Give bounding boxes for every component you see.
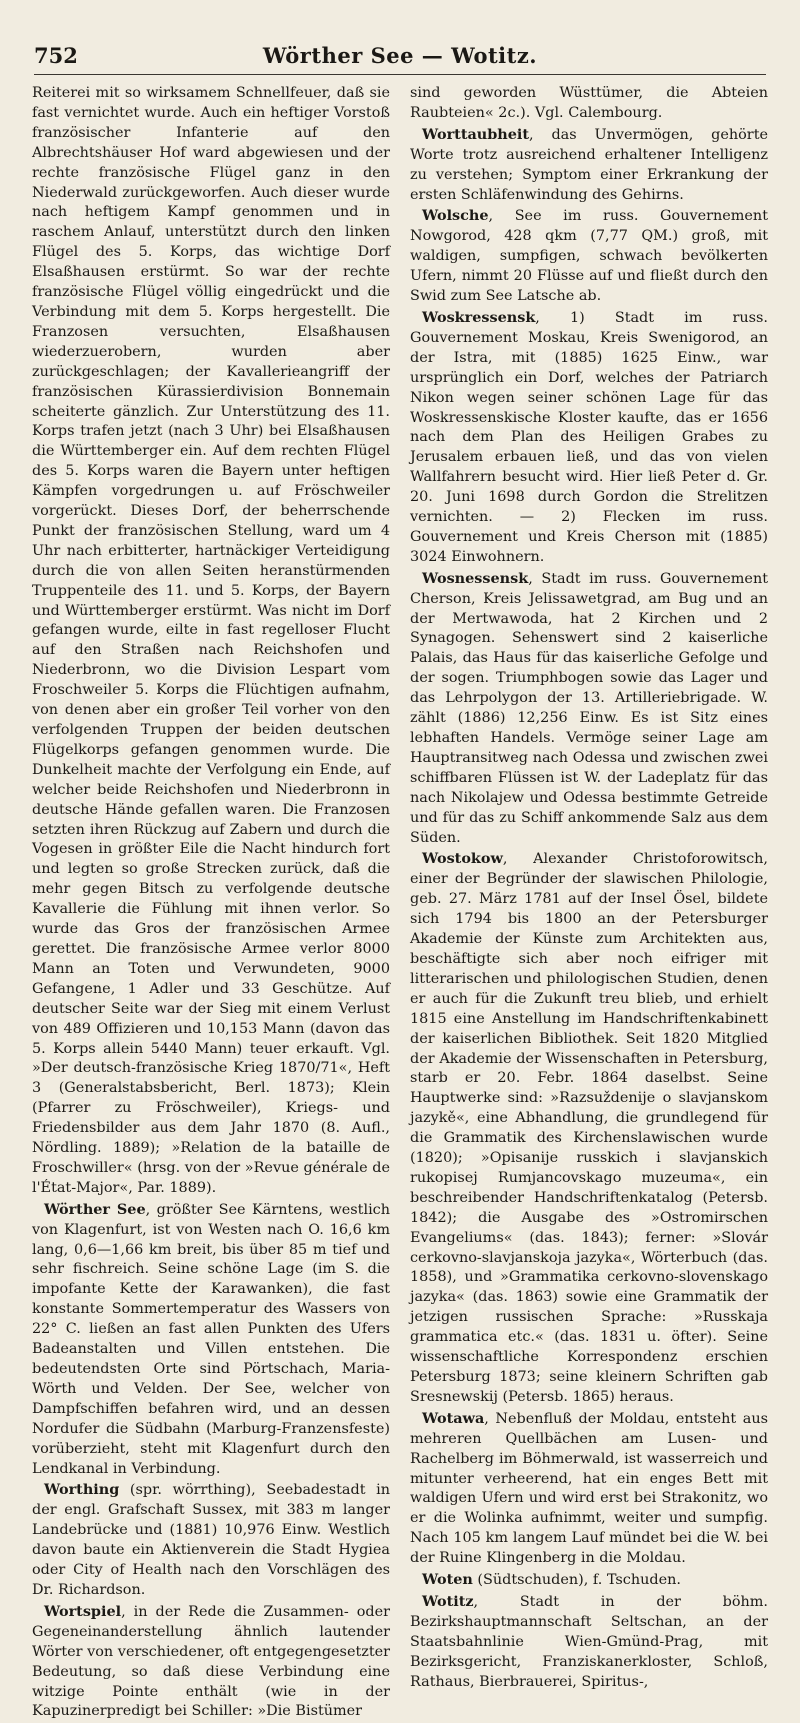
entry-text: , in der Rede die Zusammen- oder Gegeneinanderstellung ähnlich lautender Wörter von verschiedener, oft entgegengesetzter Bedeutung, so daß diese Verbindung eine witzige Pointe enthält (wie in der Kapuzinerpredigt bei Schiller: »Die Bistümer xyxy=(32,1603,390,1720)
left-column xyxy=(32,84,390,1723)
entry-wosnessensk xyxy=(410,569,768,849)
entry-woerther-see xyxy=(32,1200,390,1480)
entry-wolsche xyxy=(410,206,768,307)
entry-text: , größter See Kärntens, westlich von Klagenfurt, ist von Westen nach O. 16,6 km lang, 0,6—1,66 km breit, bis über 85 m tief und sehr fischreich. Seine schöne Lage (im S. die impofante Kette der Karawanken), die fast konstante Sommertemperatur des Wassers von 22° C. ließen an fast allen Punkten des Ufers Badeanstalten und Villen entstehen. Die bedeutendsten Orte sind Pörtschach, Maria-Wörth und Velden. Der See, welcher von Dampfschiffen befahren wird, und an dessen Nordufer die Südbahn (Marburg-Franzensfeste) vorüberzieht, steht mit Klagenfurt durch den Lendkanal in Verbindung. xyxy=(32,1201,390,1477)
entry-continuation xyxy=(410,84,768,124)
entry-worthing xyxy=(32,1480,390,1600)
entry-woskressensk xyxy=(410,308,768,568)
entry-wortspiel xyxy=(32,1602,390,1722)
entry-worttaubheit xyxy=(410,125,768,206)
entry-text: , 1) Stadt im russ. Gouvernement Moskau, Kreis Swenigorod, an der Istra, mit (1885) 1625 Einw., war ursprünglich ein Dorf, welches der Patriarch Nikon wegen seiner schönen Lage für das Woskressenskische Kloster kaufte, das er 1656 nach dem Plan des Heiligen Grabes zu Jerusalem erbauen ließ, und das von vielen Wallfahrern besucht wird. Hier ließ Peter d. Gr. 20. Juni 1698 durch Gordon die Strelitzen vernichten. — 2) Flecken im russ. Gouvernement und Kreis Cherson mit (1885) 3024 Einwohnern. xyxy=(410,309,768,565)
entry-wotitz xyxy=(410,1592,768,1693)
entry-text: , See im russ. Gouvernement Nowgorod, 428 qkm (7,77 QM.) groß, mit waldigen, sumpfigen, schwach bevölkerten Ufern, nimmt 20 Flüsse auf und fließt durch den Swid zum See Latsche ab. xyxy=(410,208,768,305)
page-number: 752 xyxy=(34,43,78,68)
text-columns xyxy=(32,84,768,1720)
entry-text: , das Unvermögen, gehörte Worte trotz ausreichend erhaltener Intelligenz zu verstehen; Symptom einer Erkrankung der ersten Schläfenwindung des Gehirns. xyxy=(410,126,768,203)
entry-text: , Stadt in der böhm. Bezirkshauptmannschaft Seltschan, an der Staatsbahnlinie Wien-Gmünd-Prag, mit Bezirksgericht, Franziskanerkloster, Schloß, Rathaus, Bierbrauerei, Spiritus-, xyxy=(410,1593,768,1690)
entry-wotawa xyxy=(410,1409,768,1569)
entry-headword: Wortspiel xyxy=(44,1602,122,1620)
entry-wostokow xyxy=(410,849,768,1407)
entry-woten xyxy=(410,1570,768,1591)
page-header xyxy=(34,34,766,75)
entry-headword: Wosnessensk xyxy=(422,569,529,587)
entry-headword: Wörther See xyxy=(44,1200,146,1218)
entry-headword: Wotitz xyxy=(422,1592,474,1610)
entry-headword: Wolsche xyxy=(422,207,489,225)
entry-text: , Alexander Christoforowitsch, einer der Begründer der slawischen Philologie, geb. 27. März 1781 auf der Insel Ösel, bildete sich 1794 bis 1800 an der Petersburger Akademie der Künste zum Architekten aus, beschäftigte sich aber noch eifriger mit litterarischen und philologischen Studien, denen er auch für die Zukunft treu blieb, und erhielt 1815 eine Anstellung im Handschriftenkabinett der kaiserlichen Bibliothek. Seit 1820 Mitglied der Akademie der Wissenschaften in Petersburg, starb er 20. Febr. 1864 daselbst. Seine Hauptwerke sind: »Razsuždenije o slavjanskom jazykě«, eine Abhandlung, die grundlegend für die Grammatik des Kirchenslawischen wurde (1820); »Opisanije russkich i slavjanskich rukopisej Rumjancovskago muzeuma«, ein beschreibender Handschriftenkatalog (Petersb. 1842); die Ausgabe des »Ostromirschen Evangeliums« (das. 1843); ferner: »Slovár cerkovno-slavjanskoja jazyka«, Wörterbuch (das. 1858), und »Grammatika cerkovno-slovenskago jazyka« (das. 1863) sowie eine Grammatik der jetzigen russischen Sprache: »Russkaja grammatica etc.« (das. 1831 u. öfter). Seine wissenschaftliche Korrespondenz erschien Petersburg 1873; seine kleinern Schriften gab Sresnewskij (Petersb. 1865) heraus. xyxy=(410,851,768,1405)
entry-headword: Woten xyxy=(422,1571,473,1589)
entry-text: (Südtschuden), f. Tschuden. xyxy=(472,1572,681,1589)
entry-text: (spr. wörrthing), Seebadestadt in der engl. Grafschaft Sussex, mit 383 m langer Landebrücke und (1881) 10,976 Einw. Westlich davon baute ein Aktienverein die Stadt Hygiea oder City of Health nach den Vorschlägen des Dr. Richardson. xyxy=(32,1482,390,1598)
entry-continuation xyxy=(32,84,390,1199)
entry-text: , Stadt im russ. Gouvernement Cherson, Kreis Jelissawetgrad, am Bug und an der Mertwawoda, hat 2 Kirchen und 2 Synagogen. Sehenswert sind 2 kaiserliche Palais, das Haus für das kaiserliche Gefolge und der sogen. Triumphbogen sowie das Lager und das Lehrpolygon der 13. Artilleriebrigade. W. zählt (1886) 12,256 Einw. Es ist Sitz eines lebhaften Handels. Vermöge seiner Lage am Hauptransitweg nach Odessa und zwischen zwei schiffbaren Flüssen ist W. der Ladeplatz für das nach Nikolajew und Odessa bestimmte Getreide und für das zu Schiff ankommende Salz aus dem Süden. xyxy=(410,570,768,846)
entry-headword: Worthing xyxy=(44,1481,120,1499)
entry-text: sind geworden Wüsttümer, die Abteien Raubteien« 2c.). Vgl. Calembourg. xyxy=(410,85,768,121)
entry-headword: Wostokow xyxy=(422,850,503,868)
right-column xyxy=(410,84,768,1723)
running-head: Wörther See — Wotitz. xyxy=(262,43,538,68)
entry-headword: Woskressensk xyxy=(422,308,536,326)
entry-headword: Worttaubheit xyxy=(422,125,530,143)
entry-headword: Wotawa xyxy=(422,1409,485,1427)
entry-text: , Nebenfluß der Moldau, entsteht aus mehreren Quellbächen am Lusen- und Rachelberg im Böhmerwald, ist wasserreich und mitunter verheerend, hat ein enges Bett mit waldigen Ufern und wird erst bei Strakonitz, wo er die Wolinka aufnimmt, weiter und sumpfig. Nach 105 km langem Lauf mündet bei die W. bei der Ruine Klingenberg in die Moldau. xyxy=(410,1410,768,1567)
entry-text: Reiterei mit so wirksamem Schnellfeuer, daß sie fast vernichtet wurde. Auch ein heftiger Vorstoß französischer Infanterie auf den Albrechtshäuser Hof ward abgewiesen und der rechte französische Flügel ganz in den Niederwald zurückgeworfen. Auch dieser wurde nach heftigem Kampf genommen und in raschem Anlauf, unterstützt durch den linken Flügel des 5. Korps, das wichtige Dorf Elsaßhausen erstürmt. So war der rechte französische Flügel völlig eingedrückt und die Verbindung mit dem 5. Korps hergestellt. Die Franzosen versuchten, Elsaßhausen wiederzuerobern, wurden aber zurückgeschlagen; der Kavallerieangriff der französischen Kürassierdivision Bonnemain scheiterte gänzlich. Zur Unterstützung des 11. Korps trafen jetzt (nach 3 Uhr) bei Elsaßhausen die Württemberger ein. Auf dem rechten Flügel des 5. Korps waren die Bayern unter heftigen Kämpfen vorgedrungen u. auf Fröschweiler vorgerückt. Dieses Dorf, der beherrschende Punkt der französischen Stellung, ward um 4 Uhr nach erbitterter, hartnäckiger Verteidigung durch die von allen Seiten heranstürmenden Truppenteile des 11. und 5. Korps, der Bayern und Württemberger erstürmt. Was nicht im Dorf gefangen wurde, eilte in fast regelloser Flucht auf den Straßen nach Reichshofen und Niederbronn, wo die Division Lespart vom Froschweiler 5. Korps die Flüchtigen aufnahm, von denen aber ein großer Teil vorher von den verfolgenden Truppen der beiden deutschen Flügelkorps gefangen genommen wurde. Die Dunkelheit machte der Verfolgung ein Ende, auf welcher beide Reichshofen und Niederbronn in deutsche Hände gefallen waren. Die Franzosen setzten ihren Rückzug auf Zabern und durch die Vogesen in größter Eile die Nacht hindurch fort und legten so große Strecken zurück, daß die mehr gegen Bitsch zu verfolgende deutsche Kavallerie die Fühlung mit ihnen verlor. So wurde das Gros der französischen Armee gerettet. Die französische Armee verlor 8000 Mann an Toten und Verwundeten, 9000 Gefangene, 1 Adler und 33 Geschütze. Auf deutscher Seite war der Sieg mit einem Verlust von 489 Offizieren und 10,153 Mann (davon das 5. Korps allein 5440 Mann) teuer erkauft. Vgl. »Der deutsch-französische Krieg 1870/71«, Heft 3 (Generalstabsbericht, Berl. 1873); Klein (Pfarrer zu Fröschweiler), Kriegs- und Friedensbilder aus dem Jahr 1870 (8. Aufl., Nördling. 1889); »Relation de la bataille de Froschwiller« (hrsg. von der »Revue générale de l'État-Major«, Par. 1889). xyxy=(32,85,390,1196)
